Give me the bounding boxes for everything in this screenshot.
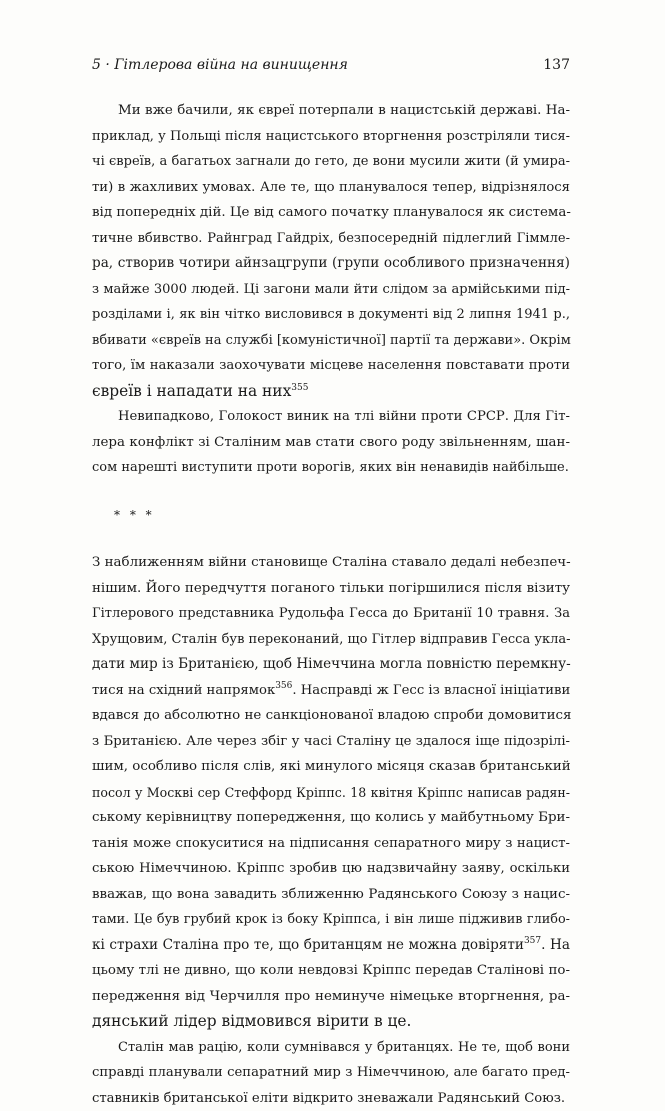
text-line: Гітлерового представника Рудольфа Гесса до Британії 10 травня. За <box>92 601 570 627</box>
text-line: приклад, у Польщі після нацистського вторгнення розстріляли тися- <box>92 124 570 150</box>
page-number: 137 <box>543 57 570 73</box>
text-line: розділами і, як він чітко висловився в документі від 2 липня 1941 р., <box>92 302 570 328</box>
text-line <box>92 379 570 405</box>
text-line: того, їм наказали заохочувати місцеве населення повставати проти <box>92 353 570 379</box>
footnote-ref: 355 <box>291 383 308 393</box>
text-line: передження від Черчилля про неминуче німецьке вторгнення, ра- <box>92 984 570 1010</box>
chapter-title: 5 · Гітлерова війна на винищення <box>92 57 348 73</box>
line-text: . На <box>541 937 570 953</box>
text-line: посол у Москві сер Стеффорд Кріппс. 18 квітня Кріппс написав радян- <box>92 780 570 806</box>
text-line <box>92 933 570 959</box>
text-line: вважав, що вона завадить зближенню Радянського Союзу з нацис- <box>92 882 570 908</box>
text-line: чі євреїв, а багатьох загнали до гето, де вони мусили жити (й умира- <box>92 149 570 175</box>
line-text: кі страхи Сталіна про те, що британцям не можна довіряти <box>92 937 524 953</box>
text-line: дянський лідер відмовився вірити в це. <box>92 1009 570 1035</box>
text-line: вбивати «євреїв на службі [комуністичної] партії та держави». Окрім <box>92 328 570 354</box>
text-line: ти) в жахливих умовах. Але те, що планувалося тепер, відрізнялося <box>92 175 570 201</box>
text-line: тами. Це був грубий крок із боку Кріппса, і він лише підживив глибо- <box>92 907 570 933</box>
text-line: шим, особливо після слів, які минулого місяця сказав британський <box>92 754 570 780</box>
text-line: Невипадково, Голокост виник на тлі війни проти СРСР. Для Гіт- <box>92 404 570 430</box>
line-text: євреїв і нападати на них <box>92 382 291 400</box>
text-line: Ми вже бачили, як євреї потерпали в нацистській державі. На- <box>92 98 570 124</box>
text-line <box>92 678 570 704</box>
text-line: тичне вбивство. Райнград Гайдріх, безпосередній підлеглий Гіммле- <box>92 226 570 252</box>
spacer <box>92 481 570 503</box>
text-line: вдався до абсолютно не санкціонованої владою спроби домовитися <box>92 703 570 729</box>
text-line: від попередніх дій. Це від самого початку планувалося як система- <box>92 200 570 226</box>
footnote-ref: 356 <box>275 681 292 691</box>
text-line: справді планували сепаратний мир з Німеччиною, але багато пред- <box>92 1060 570 1086</box>
text-line: дати мир із Британією, щоб Німеччина могла повністю перемкну- <box>92 652 570 678</box>
text-line: Хрущовим, Сталін був переконаний, що Гітлер відправив Гесса укла- <box>92 627 570 653</box>
text-line: лера конфлікт зі Сталіним мав стати свого роду звільненням, шан- <box>92 430 570 456</box>
footnote-ref: 357 <box>524 936 541 946</box>
running-head <box>92 57 570 73</box>
line-text: тися на східний напрямок <box>92 683 275 698</box>
text-line: цьому тлі не дивно, що коли невдовзі Кріппс передав Сталінові по- <box>92 958 570 984</box>
spacer <box>92 528 570 550</box>
text-line: ською Німеччиною. Кріппс зробив цю надзвичайну заяву, оскільки <box>92 856 570 882</box>
text-line: ському керівництву попередження, що колись у майбутньому Бри- <box>92 805 570 831</box>
section-separator: * * * <box>92 503 570 529</box>
text-body <box>92 98 570 1111</box>
text-line: Сталін мав рацію, коли сумнівався у британцях. Не те, щоб вони <box>92 1035 570 1061</box>
text-line: з Британією. Але через збіг у часі Сталіну це здалося іще підозрілі- <box>92 729 570 755</box>
line-text: . Насправді ж Гесс із власної ініціативи <box>292 683 570 698</box>
text-line: З наближенням війни становище Сталіна ставало дедалі небезпеч- <box>92 550 570 576</box>
text-line: ставників британської еліти відкрито зневажали Радянський Союз. <box>92 1086 570 1111</box>
text-line: з майже 3000 людей. Ці загони мали йти слідом за армійськими під- <box>92 277 570 303</box>
text-line: ра, створив чотири айнзацгрупи (групи особливого призначення) <box>92 251 570 277</box>
text-line: танія може спокуситися на підписання сепаратного миру з нацист- <box>92 831 570 857</box>
text-line: сом нарешті виступити проти ворогів, яких він ненавидів найбільше. <box>92 455 570 481</box>
text-line: нішим. Його передчуття поганого тільки погіршилися після візиту <box>92 576 570 602</box>
